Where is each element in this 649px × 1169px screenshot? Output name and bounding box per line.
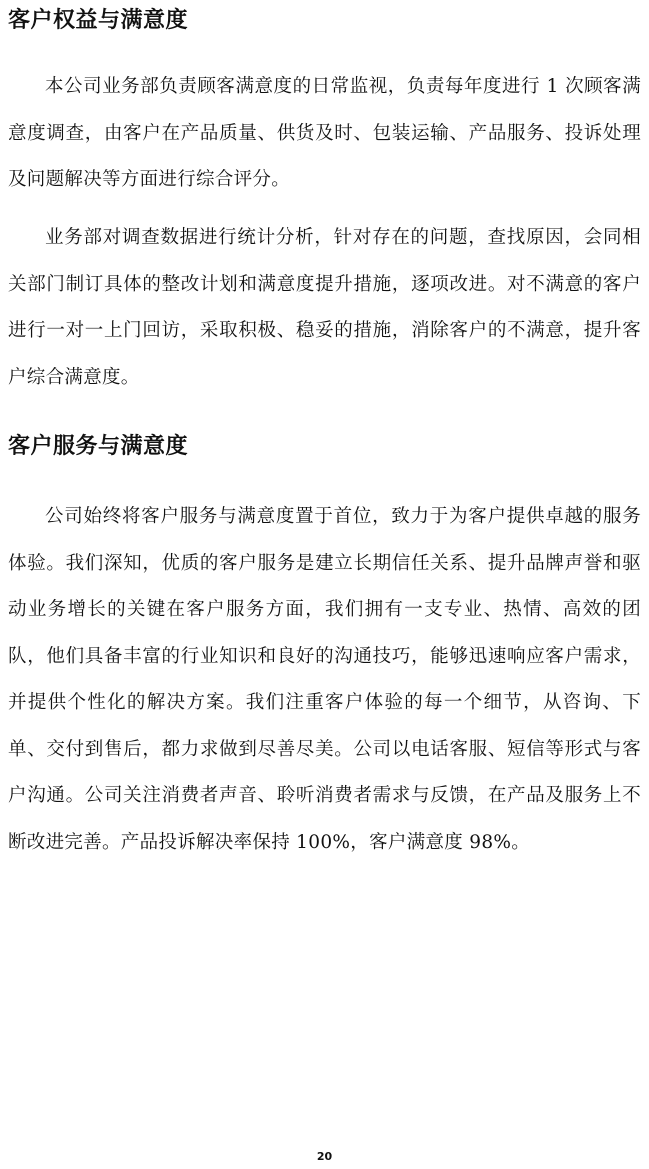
section-heading-customer-rights: 客户权益与满意度 <box>8 8 189 33</box>
section-heading-customer-service: 客户服务与满意度 <box>8 434 189 459</box>
paragraph-satisfaction-survey: 本公司业务部负责顾客满意度的日常监视，负责每年度进行 1 次顾客满意度调查，由客户在产品质量、供货及时、包装运输、产品服务、投诉处理及问题解决等方面进行综合评分。 <box>8 76 641 190</box>
page-number: 20 <box>316 1150 333 1163</box>
paragraph-improvement-measures: 业务部对调查数据进行统计分析，针对存在的问题，查找原因，会同相关部门制订具体的整改计划和满意度提升措施，逐项改进。对不满意的客户进行一对一上门回访，采取积极、稳妥的措施，消除客户的不满意，提升客户综合满意度。 <box>8 227 641 388</box>
paragraph-customer-service: 公司始终将客户服务与满意度置于首位，致力于为客户提供卓越的服务体验。我们深知，优质的客户服务是建立长期信任关系、提升品牌声誉和驱动业务增长的关键在客户服务方面，我们拥有一支专业、热情、高效的团队，他们具备丰富的行业知识和良好的沟通技巧，能够迅速响应客户需求，并提供个性化的解决方案。我们注重客户体验的每一个细节，从咨询、下单、交付到售后，都力求做到尽善尽美。公司以电话客服、短信等形式与客户沟通。公司关注消费者声音、聆听消费者需求与反馈，在产品及服务上不断改进完善。产品投诉解决率保持 100%，客户满意度 98%。 <box>8 506 641 853</box>
